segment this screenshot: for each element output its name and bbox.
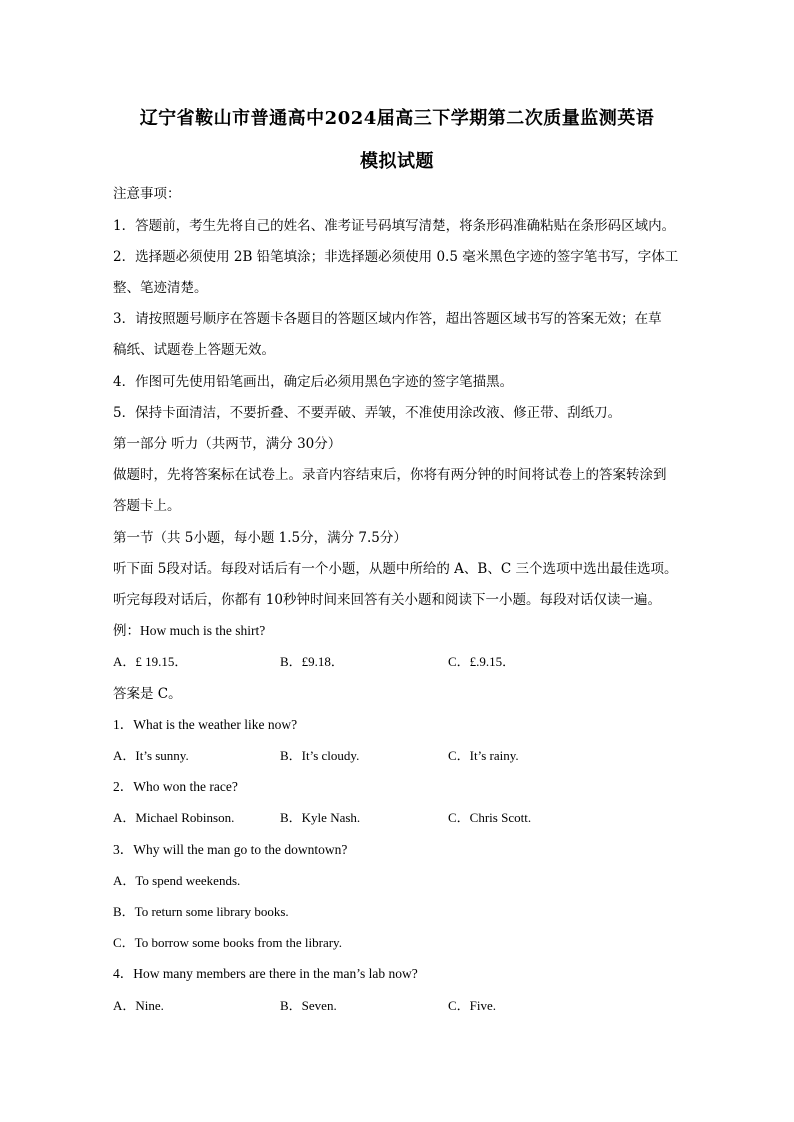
notice-item: 2．选择题必须使用 2B 铅笔填涂；非选择题必须使用 0.5 毫米黑色字迹的签字笔书写，字体工 xyxy=(113,249,679,265)
part1-instruction: 答题卡上。 xyxy=(113,498,181,514)
example-question: 例：How much is the shirt? xyxy=(113,623,266,638)
example-option-c: C．£.9.15． xyxy=(448,654,516,669)
section1-instruction: 听完每段对话后，你都有 10秒钟时间来回答有关小题和阅读下一小题。每段对话仅读一遍。 xyxy=(113,592,661,608)
question-1-option-c: C．It’s rainy. xyxy=(448,748,519,763)
question-2-option-a: A．Michael Robinson. xyxy=(113,810,235,825)
question-1-option-b: B．It’s cloudy. xyxy=(280,748,360,763)
notice-item: 3．请按照题号顺序在答题卡各题目的答题区域内作答，超出答题区域书写的答案无效；在草 xyxy=(113,311,662,327)
question-2-option-b: B．Kyle Nash. xyxy=(280,810,361,825)
question-3-option-a: A．To spend weekends. xyxy=(113,873,241,888)
exam-title: 辽宁省鞍山市普通高中2024届高三下学期第二次质量监测英语 xyxy=(139,108,655,129)
notice-item: 整、笔迹清楚。 xyxy=(113,280,208,296)
section1-heading: 第一节（共 5小题，每小题 1.5分，满分 7.5分） xyxy=(113,530,407,546)
question-2-option-c: C．Chris Scott. xyxy=(448,810,532,825)
example-answer: 答案是 C。 xyxy=(113,686,182,702)
notice-item: 5．保持卡面清洁，不要折叠、不要弄破、弄皱，不准使用涂改液、修正带、刮纸刀。 xyxy=(113,405,622,421)
exam-subtitle: 模拟试题 xyxy=(360,151,434,172)
question-4-option-c: C．Five. xyxy=(448,998,497,1013)
part1-heading: 第一部分 听力（共两节，满分 30分） xyxy=(113,436,342,452)
notice-item: 4．作图可先使用铅笔画出，确定后必须用黑色字迹的签字笔描黑。 xyxy=(113,374,514,390)
question-4-option-a: A．Nine. xyxy=(113,998,164,1013)
question-3-option-b: B．To return some library books. xyxy=(113,904,289,919)
example-option-a: A．£ 19.15． xyxy=(113,654,188,669)
question-4-option-b: B．Seven. xyxy=(280,998,337,1013)
question-2: 2．Who won the race? xyxy=(113,779,238,794)
question-3: 3．Why will the man go to the downtown? xyxy=(113,842,348,857)
question-1-option-a: A．It’s sunny. xyxy=(113,748,189,763)
notice-item: 稿纸、试题卷上答题无效。 xyxy=(113,342,275,358)
question-3-option-c: C．To borrow some books from the library. xyxy=(113,935,342,950)
question-1: 1．What is the weather like now? xyxy=(113,717,298,732)
question-4: 4．How many members are there in the man’s lab now? xyxy=(113,966,418,981)
example-option-b: B．£9.18． xyxy=(280,654,344,669)
section1-instruction: 听下面 5段对话。每段对话后有一个小题，从题中所给的 A、B、C 三个选项中选出最佳选项。 xyxy=(113,561,678,577)
notice-item: 1．答题前，考生先将自己的姓名、准考证号码填写清楚，将条形码准确粘贴在条形码区域内。 xyxy=(113,218,676,234)
notice-heading: 注意事项： xyxy=(113,186,181,202)
part1-instruction: 做题时，先将答案标在试卷上。录音内容结束后，你将有两分钟的时间将试卷上的答案转涂到 xyxy=(113,467,667,483)
